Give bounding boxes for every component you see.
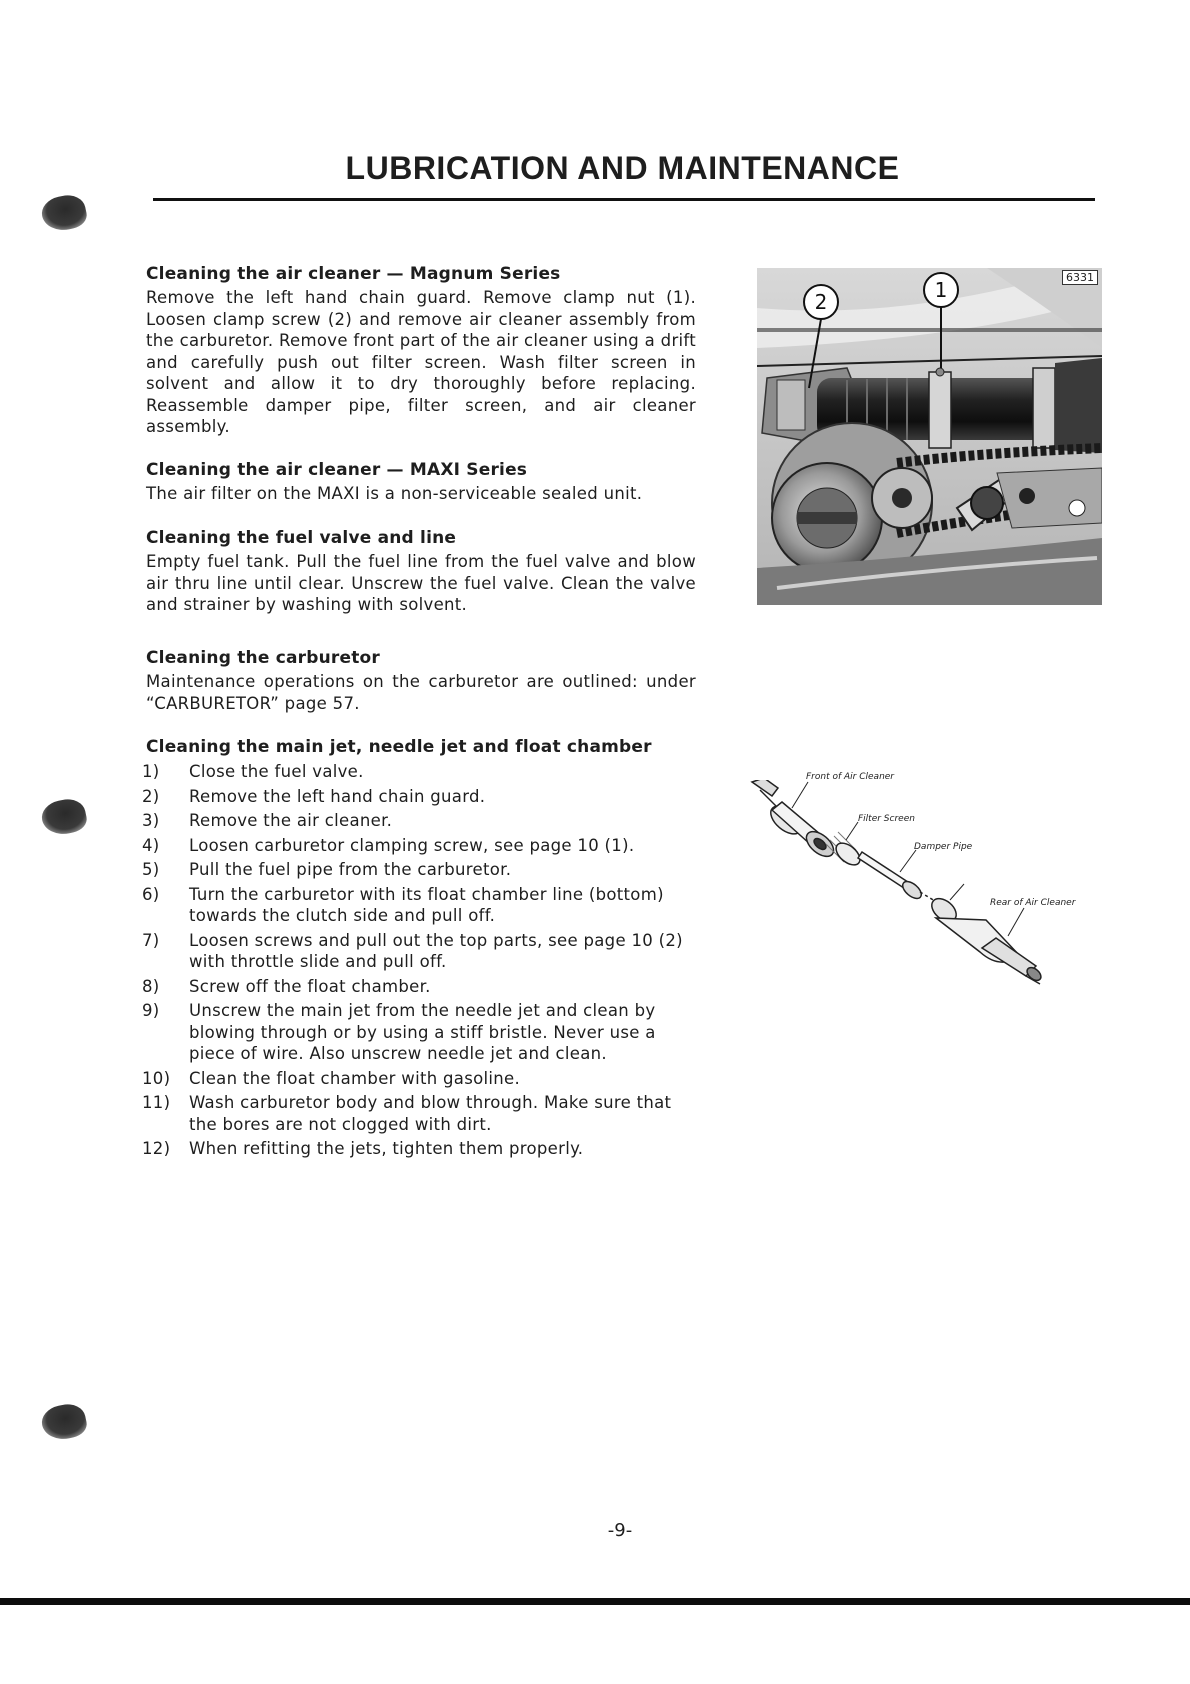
air-cleaner-exploded-diagram bbox=[750, 772, 1100, 990]
photo-illustration bbox=[757, 268, 1102, 605]
step-number: 12) bbox=[142, 1139, 171, 1158]
list-item bbox=[142, 761, 696, 783]
step-number: 5) bbox=[142, 860, 160, 879]
binding-hole-bottom bbox=[39, 1401, 89, 1443]
step-number: 8) bbox=[142, 976, 160, 996]
step-number: 11) bbox=[142, 1093, 171, 1112]
step-text: When refitting the jets, tighten them properly. bbox=[189, 1139, 584, 1158]
section-air-cleaner-maxi bbox=[146, 460, 696, 505]
section-body: Maintenance operations on the carburetor are outlined: under “CARBURETOR” page 57. bbox=[146, 672, 696, 713]
list-item bbox=[142, 1138, 696, 1160]
list-item bbox=[142, 930, 696, 973]
section-body: The air filter on the MAXI is a non-serviceable sealed unit. bbox=[146, 484, 643, 503]
label-filter-screen: Filter Screen bbox=[858, 814, 915, 824]
list-item bbox=[142, 786, 696, 808]
section-body: Empty fuel tank. Pull the fuel line from the fuel valve and blow air thru line until clear. Unscrew the fuel valve. Clean the valve and strainer by washing with solvent. bbox=[146, 552, 696, 614]
step-number: 3) bbox=[142, 811, 160, 830]
list-item bbox=[142, 1068, 696, 1090]
title-rule bbox=[153, 198, 1095, 201]
callout-2-label: 2 bbox=[814, 290, 828, 314]
list-item bbox=[142, 1092, 696, 1135]
step-text: Turn the carburetor with its float chamber line (bottom) towards the clutch side and pull off. bbox=[189, 884, 664, 925]
list-item bbox=[142, 810, 696, 832]
step-text: Wash carburetor body and blow through. Make sure that the bores are not clogged with dirt. bbox=[189, 1093, 672, 1134]
callout-1-label: 1 bbox=[934, 278, 948, 302]
step-number: 9) bbox=[142, 1001, 160, 1020]
step-text: Clean the float chamber with gasoline. bbox=[189, 1068, 521, 1088]
photo-id-tag: 6331 bbox=[1062, 270, 1098, 285]
section-heading: Cleaning the fuel valve and line bbox=[146, 528, 457, 548]
step-text: Pull the fuel pipe from the carburetor. bbox=[189, 860, 512, 879]
label-rear-of-air-cleaner: Rear of Air Cleaner bbox=[990, 898, 1076, 908]
section-jets bbox=[142, 737, 696, 1163]
air-cleaner-photo bbox=[757, 268, 1102, 605]
step-number: 6) bbox=[142, 884, 160, 904]
bottom-rule bbox=[0, 1598, 1190, 1605]
list-item bbox=[142, 976, 696, 998]
step-text: Remove the air cleaner. bbox=[189, 811, 393, 830]
section-fuel-valve bbox=[146, 528, 696, 616]
page-title: LUBRICATION AND MAINTENANCE bbox=[345, 150, 900, 186]
list-item bbox=[142, 859, 696, 881]
step-text: Unscrew the main jet from the needle jet and clean by blowing through or by using a stiff bristle. Never use a piece of wire. Also unscrew needle jet and clean. bbox=[189, 1001, 656, 1063]
step-text: Remove the left hand chain guard. bbox=[189, 786, 486, 806]
list-item bbox=[142, 1000, 696, 1065]
label-front-of-air-cleaner: Front of Air Cleaner bbox=[806, 772, 895, 782]
section-heading: Cleaning the air cleaner — Magnum Series bbox=[146, 264, 561, 284]
step-number: 2) bbox=[142, 786, 160, 806]
section-body: Remove the left hand chain guard. Remove clamp nut (1). Loosen clamp screw (2) and remove air cleaner assembly from the carburetor. Remove front part of the air cleaner using a drift and carefully push out filter screen. Wash filter screen in solvent and allow it to dry thoroughly before replacing. Reassemble damper pipe, filter screen, and air cleaner assembly. bbox=[146, 288, 696, 436]
step-number: 1) bbox=[142, 762, 160, 781]
step-number: 4) bbox=[142, 835, 160, 855]
list-item bbox=[142, 835, 696, 857]
binding-hole-middle bbox=[39, 796, 89, 838]
step-text: Close the fuel valve. bbox=[189, 762, 364, 781]
step-number: 7) bbox=[142, 930, 160, 950]
page-number: -9- bbox=[607, 1520, 633, 1541]
step-text: Screw off the float chamber. bbox=[189, 976, 431, 996]
step-number: 10) bbox=[142, 1068, 171, 1088]
step-text: Loosen screws and pull out the top parts, see page 10 (2) with throttle slide and pull off. bbox=[189, 930, 683, 971]
section-heading: Cleaning the carburetor bbox=[146, 648, 381, 668]
binding-hole-top bbox=[39, 192, 89, 234]
section-heading: Cleaning the air cleaner — MAXI Series bbox=[146, 460, 528, 480]
label-damper-pipe: Damper Pipe bbox=[914, 842, 973, 852]
step-text: Loosen carburetor clamping screw, see page 10 (1). bbox=[189, 835, 635, 855]
diagram-illustration bbox=[750, 780, 1100, 990]
steps-list bbox=[142, 761, 696, 1160]
section-heading: Cleaning the main jet, needle jet and float chamber bbox=[146, 737, 652, 757]
section-carburetor bbox=[146, 648, 696, 714]
section-air-cleaner-magnum bbox=[146, 264, 696, 438]
list-item bbox=[142, 884, 696, 927]
